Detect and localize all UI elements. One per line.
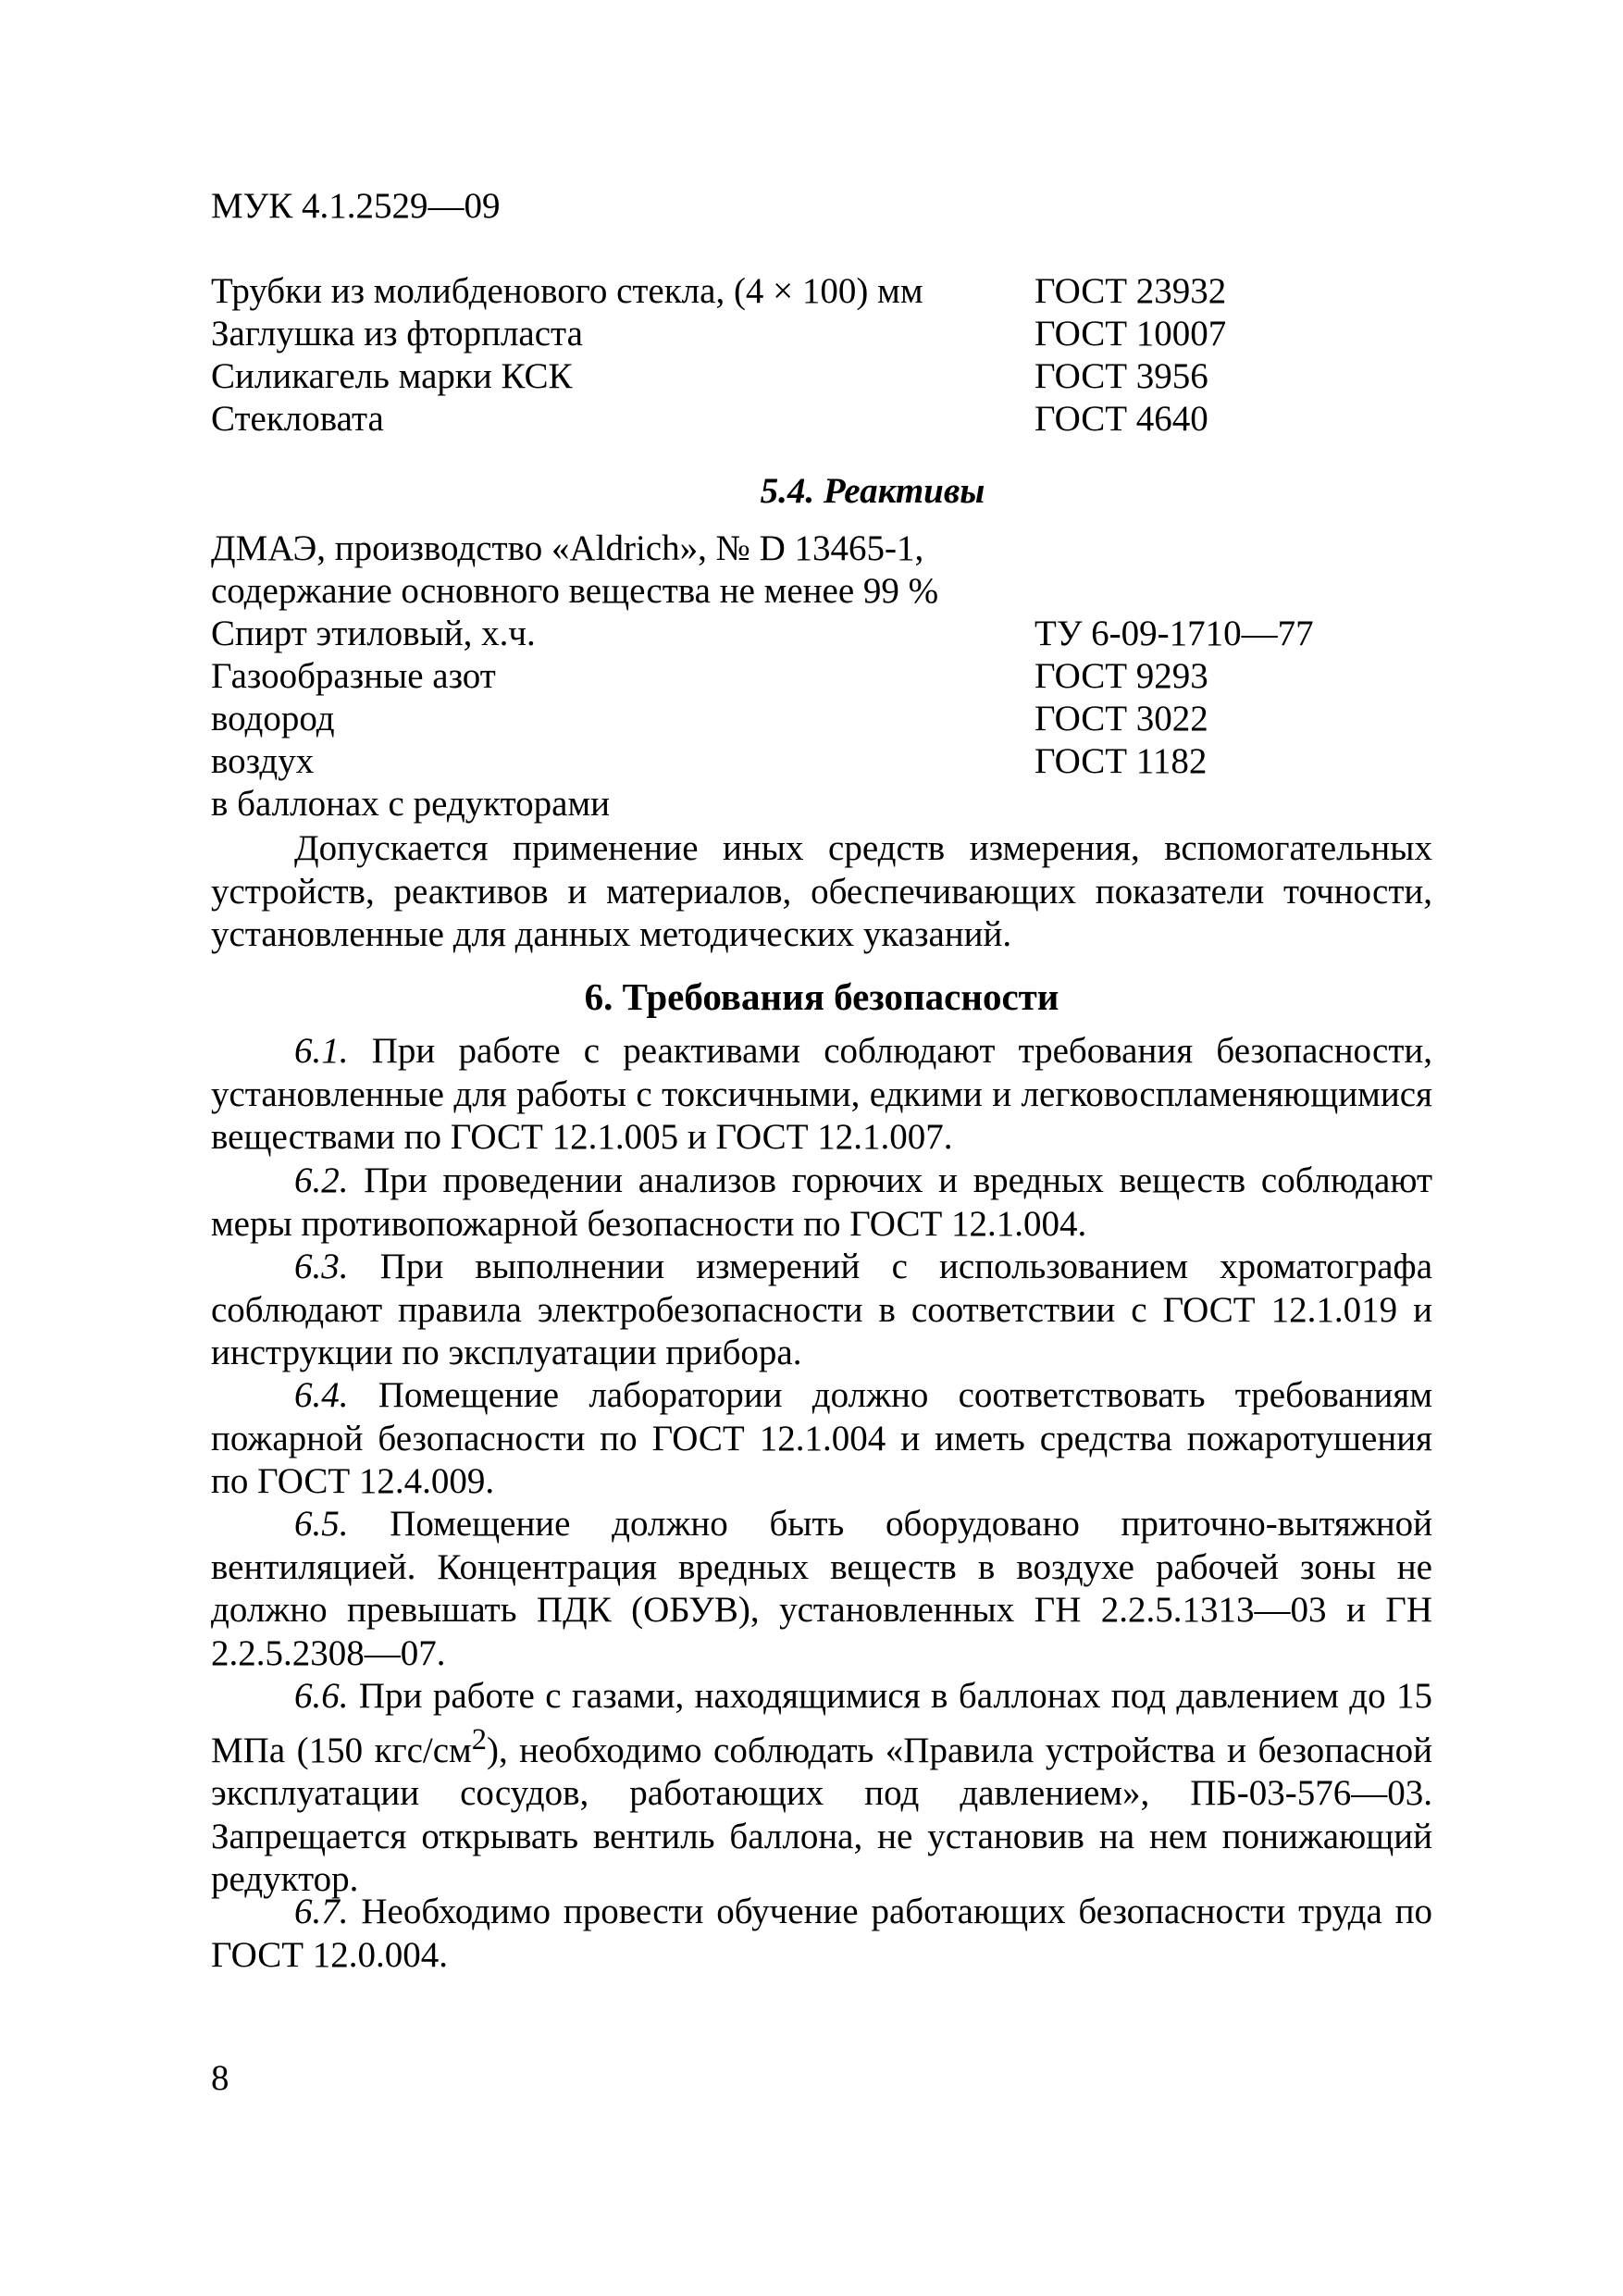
- item-name: Трубки из молибденового стекла, (4 × 100) мм: [211, 271, 923, 311]
- item-text-start: При работе с газами, находящимися в баллонах под давлением до 15 МПа (150 кгс/см: [211, 1676, 1432, 1770]
- safety-item-6-4: [211, 1374, 1432, 1504]
- item-name: содержание основного вещества не менее 99 %: [211, 571, 939, 611]
- item-name: водород: [211, 699, 335, 738]
- item-standard: ГОСТ 4640: [1035, 399, 1208, 439]
- item-number: 6.2.: [294, 1160, 349, 1200]
- item-text-end: ), необходимо соблюдать «Правила устройства и безопасной эксплуатации сосудов, работающих под давлением», ПБ-03-576—03. Запрещается открывать вентиль баллона, не установив на нем понижающий редуктор.: [211, 1730, 1432, 1899]
- list-item: [211, 313, 1432, 355]
- safety-item-6-5: [211, 1503, 1432, 1675]
- safety-item-6-1: [211, 1030, 1432, 1160]
- item-standard: ГОСТ 1182: [1035, 741, 1208, 781]
- item-number: 6.1.: [294, 1031, 349, 1071]
- list-item: [211, 270, 1432, 313]
- safety-item-6-2: [211, 1160, 1432, 1246]
- item-text: При проведении анализов горючих и вредных веществ соблюдают меры противопожарной безопасности по ГОСТ 12.1.004.: [211, 1160, 1433, 1244]
- list-item: [211, 355, 1432, 398]
- item-name: Силикагель марки КСК: [211, 356, 573, 396]
- item-text: При работе с реактивами соблюдают требования безопасности, установленные для работы с токсичными, едкими и легковоспламеняющимися веществами по ГОСТ 12.1.005 и ГОСТ 12.1.007.: [211, 1031, 1433, 1157]
- document-code: МУК 4.1.2529—09: [211, 186, 501, 226]
- list-item: [211, 783, 1432, 825]
- item-text: Помещение лаборатории должно соответствовать требованиям пожарной безопасности по ГОСТ 12.1.004 и иметь средства пожаротушения по ГОСТ 12.4.009.: [211, 1375, 1433, 1501]
- item-number: 6.3.: [294, 1247, 349, 1286]
- list-item: [211, 398, 1432, 441]
- item-name: Газообразные азот: [211, 656, 496, 696]
- item-text: Помещение должно быть оборудовано приточно-вытяжной вентиляцией. Концентрация вредных веществ в воздухе рабочей зоны не должно превышать ПДК (ОБУВ), установленных ГН 2.2.5.1313—03 и ГН 2.2.5.2308—07.: [211, 1504, 1433, 1673]
- safety-item-6-6: [211, 1675, 1432, 1902]
- item-standard: ГОСТ 3022: [1035, 699, 1208, 738]
- list-item: [211, 698, 1432, 740]
- item-standard: ГОСТ 9293: [1035, 656, 1208, 696]
- item-name: Спирт этиловый, х.ч.: [211, 614, 536, 653]
- item-name: Заглушка из фторпласта: [211, 314, 583, 354]
- item-standard: ГОСТ 3956: [1035, 356, 1208, 396]
- list-item: [211, 740, 1432, 783]
- list-item: [211, 527, 1432, 570]
- item-name: Стекловата: [211, 399, 384, 439]
- item-standard: ГОСТ 23932: [1035, 271, 1227, 311]
- item-number: 6.7.: [294, 1892, 349, 1931]
- item-text: Необходимо провести обучение работающих безопасности труда по ГОСТ 12.0.004.: [211, 1892, 1433, 1975]
- item-number: 6.6.: [294, 1676, 349, 1716]
- safety-heading: 6. Требования безопасности: [584, 975, 1059, 1018]
- page-number: 8: [211, 2058, 229, 2098]
- item-standard: ТУ 6-09-1710—77: [1035, 614, 1314, 653]
- list-item: [211, 613, 1432, 655]
- item-name: воздух: [211, 741, 315, 781]
- list-item: [211, 655, 1432, 698]
- reagents-list: [211, 527, 1432, 825]
- safety-item-6-3: [211, 1246, 1432, 1375]
- safety-item-6-7: [211, 1891, 1432, 1977]
- item-standard: ГОСТ 10007: [1035, 314, 1227, 354]
- item-name: в баллонах с редукторами: [211, 784, 611, 824]
- reagents-note: Допускается применение иных средств измерения, вспомогательных устройств, реактивов и материалов, обеспечивающих показатели точности, установленные для данных методических указаний.: [211, 828, 1432, 954]
- list-item: [211, 570, 1432, 613]
- item-text: При выполнении измерений с использованием хроматографа соблюдают правила электробезопасности в соответствии с ГОСТ 12.1.019 и инструкции по эксплуатации прибора.: [211, 1247, 1432, 1372]
- equipment-list: [211, 270, 1432, 441]
- reagents-heading: 5.4. Реактивы: [760, 471, 985, 511]
- item-number: 6.5.: [294, 1504, 349, 1544]
- superscript: 2: [471, 1722, 487, 1756]
- item-number: 6.4.: [294, 1375, 349, 1415]
- item-name: ДМАЭ, производство «Aldrich», № D 13465-1,: [211, 528, 924, 568]
